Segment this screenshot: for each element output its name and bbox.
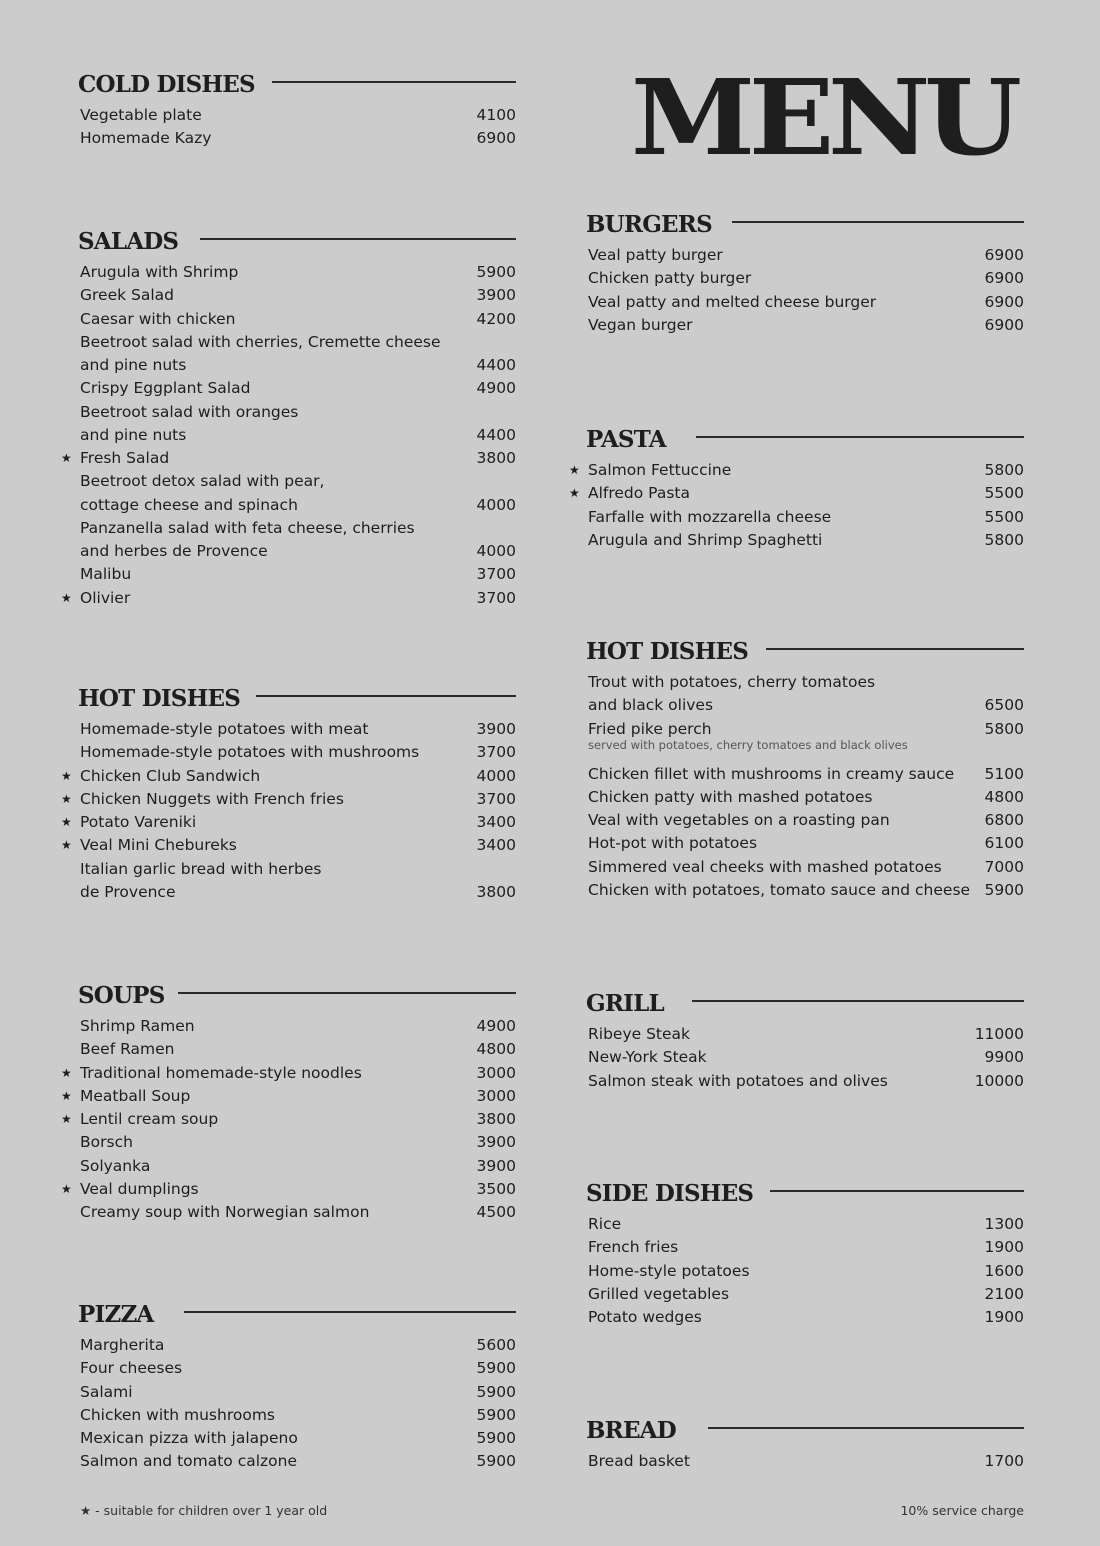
menu-item-name: Fried pike perch [588, 719, 712, 738]
menu-item [588, 1450, 1024, 1473]
menu-item [61, 788, 516, 811]
menu-item-name: de Provence [80, 882, 176, 901]
menu-item [61, 1108, 516, 1131]
menu-item-name: Arugula with Shrimp [80, 263, 239, 281]
menu-item-list [80, 104, 516, 151]
menu-item-price: 3900 [476, 286, 516, 305]
menu-item-name: Lentil cream soup [80, 1110, 219, 1128]
menu-item-name: Arugula and Shrimp Spaghetti [588, 530, 823, 549]
menu-item [80, 1155, 516, 1178]
menu-item [80, 1015, 516, 1038]
menu-item-name: Panzanella salad with feta cheese, cherries [80, 518, 415, 537]
menu-item [80, 540, 516, 563]
menu-item-name: Chicken with mushrooms [80, 1405, 275, 1424]
menu-item-price: 6800 [984, 811, 1024, 829]
menu-item [588, 763, 1024, 786]
menu-item [588, 1023, 1024, 1046]
menu-item [80, 331, 516, 354]
section-divider [178, 992, 516, 994]
section-cold-dishes [80, 70, 516, 151]
menu-item [80, 1404, 516, 1427]
section-title: SOUPS [78, 982, 165, 1009]
menu-item-price: 4900 [476, 1017, 516, 1035]
menu-item-price: 4900 [476, 379, 516, 398]
menu-item-name: Chicken Nuggets with French fries [80, 789, 344, 808]
menu-item-price: 10000 [974, 1071, 1024, 1090]
star-icon: ★ [61, 1065, 72, 1080]
menu-item-list [61, 261, 516, 610]
menu-item [61, 1085, 516, 1108]
star-icon: ★ [61, 1112, 72, 1126]
section-header [80, 70, 516, 100]
menu-item-name: Salmon steak with potatoes and olives [588, 1071, 888, 1090]
menu-item-name: Malibu [80, 565, 132, 584]
section-grill [588, 989, 1024, 1093]
menu-item [80, 1357, 516, 1380]
menu-item-price: 5800 [984, 530, 1024, 549]
menu-item-price: 6900 [984, 246, 1024, 264]
section-title: PASTA [586, 426, 666, 453]
menu-item-price: 4000 [476, 766, 516, 785]
menu-item-price: 3700 [476, 588, 516, 607]
menu-item [80, 424, 516, 447]
menu-item-name: Beetroot salad with cherries, Cremette cheese [80, 332, 441, 351]
menu-item-price: 1300 [984, 1215, 1024, 1233]
section-pizza [80, 1300, 516, 1474]
menu-item-price: 5900 [476, 1429, 516, 1447]
children-footnote: ★ - suitable for children over 1 year old [80, 1503, 328, 1518]
menu-item-price: 3000 [476, 1086, 516, 1105]
menu-item [588, 879, 1024, 902]
menu-item [80, 741, 516, 764]
menu-item-name: Veal patty and melted cheese burger [588, 292, 877, 311]
section-salads [61, 227, 516, 610]
menu-item-name: and pine nuts [80, 356, 187, 374]
menu-title: MENU [630, 56, 1016, 179]
menu-item [80, 494, 516, 517]
menu-item [80, 284, 516, 307]
menu-item-name: Crispy Eggplant Salad [80, 379, 251, 398]
menu-item-price: 5600 [476, 1336, 516, 1354]
section-title: PIZZA [78, 1301, 154, 1328]
menu-item-list [588, 1213, 1024, 1329]
menu-item-price: 6900 [984, 315, 1024, 334]
menu-item-name: Olivier [80, 588, 131, 607]
menu-item [80, 401, 516, 424]
menu-item-name: Beef Ramen [80, 1040, 175, 1059]
menu-item [569, 482, 1024, 505]
menu-item-name: Grilled vegetables [588, 1284, 730, 1303]
menu-item-price: 5900 [476, 263, 516, 281]
section-header [80, 1300, 516, 1330]
menu-item [61, 447, 516, 470]
menu-item [588, 786, 1024, 809]
menu-item-name: Potato wedges [588, 1308, 702, 1326]
menu-item [588, 291, 1024, 314]
menu-item-name: Vegan burger [588, 315, 693, 334]
menu-item-price: 4100 [476, 106, 516, 124]
menu-item-price: 3900 [476, 720, 516, 738]
section-divider [692, 1000, 1024, 1002]
menu-item-name: Alfredo Pasta [588, 484, 690, 503]
menu-item-name: Rice [588, 1215, 622, 1233]
menu-item [588, 671, 1024, 694]
section-title: COLD DISHES [78, 71, 255, 98]
menu-item-price: 5900 [476, 1359, 516, 1378]
menu-item [61, 765, 516, 788]
menu-item-price: 5500 [984, 507, 1024, 526]
menu-item [80, 718, 516, 741]
menu-item-name: Margherita [80, 1336, 165, 1354]
menu-item [80, 1450, 516, 1473]
menu-item-price: 6900 [984, 269, 1024, 288]
star-icon: ★ [61, 1088, 72, 1103]
section-divider [708, 1427, 1024, 1429]
menu-item-name: Veal patty burger [588, 246, 723, 264]
menu-item [80, 1201, 516, 1224]
menu-item-name: New-York Steak [588, 1048, 707, 1067]
menu-item-name: Veal dumplings [80, 1179, 199, 1198]
menu-item-price: 5500 [984, 484, 1024, 503]
menu-item-note: served with potatoes, cherry tomatoes and black olives [588, 737, 908, 752]
section-header [588, 989, 1024, 1019]
section-divider [766, 648, 1024, 650]
menu-item-name: Four cheeses [80, 1359, 183, 1378]
menu-item-list [588, 671, 1024, 902]
service-charge-note: 10% service charge [900, 1503, 1024, 1518]
menu-item-name: and pine nuts [80, 425, 187, 444]
menu-item-name: Caesar with chicken [80, 309, 236, 328]
menu-item-name: Simmered veal cheeks with mashed potatoes [588, 857, 942, 876]
menu-item-name: cottage cheese and spinach [80, 495, 298, 514]
menu-item-name: Hot-pot with potatoes [588, 834, 758, 853]
section-header [80, 227, 516, 257]
menu-item-price: 6900 [984, 292, 1024, 311]
menu-item [80, 881, 516, 904]
menu-item-name: Chicken fillet with mushrooms in creamy sauce [588, 764, 955, 783]
menu-item [61, 811, 516, 834]
menu-item-name: Salmon Fettuccine [588, 461, 732, 479]
menu-item-price: 3800 [476, 449, 516, 467]
menu-item-name: Borsch [80, 1133, 133, 1152]
menu-item-name: Potato Vareniki [80, 813, 197, 831]
menu-item [588, 1236, 1024, 1259]
menu-item-price: 3700 [476, 789, 516, 808]
menu-item-list [588, 1450, 1024, 1473]
menu-item-name: Traditional homemade-style noodles [80, 1063, 362, 1082]
menu-item-price: 3900 [476, 1156, 516, 1175]
menu-item [588, 244, 1024, 267]
menu-item-price: 6900 [476, 129, 516, 148]
menu-item-price: 5900 [984, 880, 1024, 899]
section-divider [696, 436, 1024, 438]
menu-item-name: Chicken patty with mashed potatoes [588, 787, 873, 806]
menu-item [61, 1178, 516, 1201]
menu-item [588, 314, 1024, 337]
menu-item [588, 832, 1024, 855]
menu-item-name: Homemade-style potatoes with meat [80, 720, 369, 738]
menu-item-list [569, 459, 1024, 552]
menu-item-price: 3700 [476, 743, 516, 762]
menu-item-price: 7000 [984, 857, 1024, 876]
menu-item-price: 5900 [476, 1382, 516, 1401]
menu-item [80, 308, 516, 331]
star-icon: ★ [61, 815, 72, 829]
section-divider [256, 695, 516, 697]
menu-item-price: 3800 [476, 1110, 516, 1128]
menu-item [80, 1427, 516, 1450]
section-title: SIDE DISHES [586, 1180, 754, 1207]
menu-item-price: 6500 [984, 696, 1024, 715]
menu-item [588, 506, 1024, 529]
menu-item-price: 1900 [984, 1308, 1024, 1326]
menu-item-name: Home-style potatoes [588, 1261, 750, 1280]
menu-item-list [80, 1334, 516, 1474]
menu-item [80, 1038, 516, 1061]
menu-item-price: 4500 [476, 1203, 516, 1221]
menu-item-price: 3400 [476, 836, 516, 855]
menu-item-name: Veal with vegetables on a roasting pan [588, 811, 890, 829]
menu-item [80, 127, 516, 150]
menu-item [588, 694, 1024, 717]
menu-item [569, 459, 1024, 482]
menu-item-price: 1700 [984, 1452, 1024, 1470]
menu-item-name: Beetroot salad with oranges [80, 402, 299, 421]
menu-item-price: 3900 [476, 1133, 516, 1152]
menu-item [80, 1131, 516, 1154]
section-hot-dishes-right [588, 637, 1024, 902]
menu-item [61, 587, 516, 610]
section-hot-dishes-left [61, 684, 516, 904]
menu-item-list [61, 1015, 516, 1224]
menu-item-name: Veal Mini Chebureks [80, 836, 237, 855]
star-icon: ★ [61, 791, 72, 806]
star-icon: ★ [61, 451, 72, 465]
menu-item-name: and black olives [588, 696, 714, 715]
menu-item [80, 261, 516, 284]
menu-item-price: 4200 [476, 309, 516, 328]
menu-item-name: Greek Salad [80, 286, 174, 305]
menu-item [80, 104, 516, 127]
menu-item [588, 809, 1024, 832]
menu-item-price: 5800 [984, 461, 1024, 479]
section-side-dishes [588, 1179, 1024, 1329]
section-title: BURGERS [586, 211, 712, 238]
section-divider [184, 1311, 516, 1313]
menu-item-price: 5900 [476, 1405, 516, 1424]
section-pasta [569, 425, 1024, 552]
menu-item-name: Salami [80, 1382, 133, 1401]
section-divider [770, 1190, 1024, 1192]
menu-item-price: 9900 [984, 1048, 1024, 1067]
section-title: HOT DISHES [78, 685, 241, 712]
menu-item-price: 5900 [476, 1452, 516, 1471]
menu-item-list [61, 718, 516, 904]
section-soups [61, 981, 516, 1224]
menu-item-list [588, 1023, 1024, 1093]
star-icon: ★ [569, 486, 580, 501]
menu-item [61, 834, 516, 857]
star-icon: ★ [61, 838, 72, 853]
star-icon: ★ [61, 590, 72, 605]
menu-item-name: and herbes de Provence [80, 542, 268, 560]
menu-item-name: Chicken patty burger [588, 269, 752, 288]
menu-item-price: 5800 [984, 719, 1024, 738]
menu-item-price: 4800 [984, 787, 1024, 806]
menu-item-price: 4800 [476, 1040, 516, 1059]
menu-item-price: 3800 [476, 882, 516, 901]
menu-item [80, 354, 516, 377]
menu-item-name: Meatball Soup [80, 1086, 191, 1105]
menu-item-price: 3700 [476, 565, 516, 584]
star-icon: ★ [61, 1181, 72, 1196]
menu-item [588, 1213, 1024, 1236]
section-header [588, 637, 1024, 667]
menu-item-name: Mexican pizza with jalapeno [80, 1429, 298, 1447]
menu-item-price: 4400 [476, 425, 516, 444]
section-header [588, 425, 1024, 455]
menu-item-name: Homemade Kazy [80, 129, 212, 148]
menu-item [80, 470, 516, 493]
menu-item [588, 1283, 1024, 1306]
menu-item [80, 858, 516, 881]
menu-item-price: 4400 [476, 356, 516, 374]
section-divider [272, 81, 516, 83]
menu-item-price: 2100 [984, 1284, 1024, 1303]
section-header [80, 981, 516, 1011]
section-header [588, 210, 1024, 240]
menu-item-price: 5100 [984, 764, 1024, 783]
menu-item [80, 563, 516, 586]
menu-item-name: Trout with potatoes, cherry tomatoes [588, 673, 876, 691]
menu-item [588, 1306, 1024, 1329]
menu-item-price: 3000 [476, 1063, 516, 1082]
menu-item-price: 3400 [476, 813, 516, 831]
menu-item [588, 1070, 1024, 1093]
menu-item [588, 856, 1024, 879]
section-divider [732, 221, 1024, 223]
menu-item [588, 529, 1024, 552]
menu-item-price: 11000 [974, 1025, 1024, 1043]
menu-item-price: 1900 [984, 1238, 1024, 1257]
menu-item-name: Italian garlic bread with herbes [80, 859, 322, 878]
section-title: BREAD [586, 1417, 676, 1444]
menu-item [80, 517, 516, 540]
menu-item-name: Salmon and tomato calzone [80, 1452, 298, 1471]
menu-item [80, 1334, 516, 1357]
menu-item-name: Ribeye Steak [588, 1025, 691, 1043]
menu-item-price: 4000 [476, 542, 516, 560]
star-icon: ★ [61, 768, 72, 783]
section-title: HOT DISHES [586, 638, 749, 665]
section-divider [200, 238, 516, 240]
menu-item [588, 718, 1024, 763]
menu-item-name: Bread basket [588, 1452, 690, 1470]
section-bread [588, 1416, 1024, 1473]
menu-item-price: 3500 [476, 1179, 516, 1198]
menu-item [588, 267, 1024, 290]
menu-item-list [588, 244, 1024, 337]
menu-item-name: Fresh Salad [80, 449, 170, 467]
menu-item-price: 1600 [984, 1261, 1024, 1280]
menu-item-name: Homemade-style potatoes with mushrooms [80, 743, 420, 762]
menu-item-name: French fries [588, 1238, 679, 1257]
section-burgers [588, 210, 1024, 337]
section-header [588, 1179, 1024, 1209]
menu-item-name: Chicken Club Sandwich [80, 766, 261, 785]
menu-item [61, 1062, 516, 1085]
menu-item-price: 6100 [984, 834, 1024, 853]
menu-item [588, 1260, 1024, 1283]
menu-item-name: Shrimp Ramen [80, 1017, 195, 1035]
menu-item-name: Farfalle with mozzarella cheese [588, 507, 832, 526]
menu-item-name: Chicken with potatoes, tomato sauce and cheese [588, 880, 971, 899]
section-title: SALADS [78, 228, 179, 255]
section-header [588, 1416, 1024, 1446]
star-icon: ★ [569, 463, 580, 477]
menu-item [588, 1046, 1024, 1069]
menu-item [80, 377, 516, 400]
section-header [80, 684, 516, 714]
menu-item-name: Solyanka [80, 1156, 151, 1175]
menu-item-name: Creamy soup with Norwegian salmon [80, 1203, 370, 1221]
section-title: GRILL [586, 990, 664, 1017]
menu-item-name: Beetroot detox salad with pear, [80, 472, 325, 491]
menu-item-name: Vegetable plate [80, 106, 202, 124]
menu-item [80, 1381, 516, 1404]
menu-item-price: 4000 [476, 495, 516, 514]
